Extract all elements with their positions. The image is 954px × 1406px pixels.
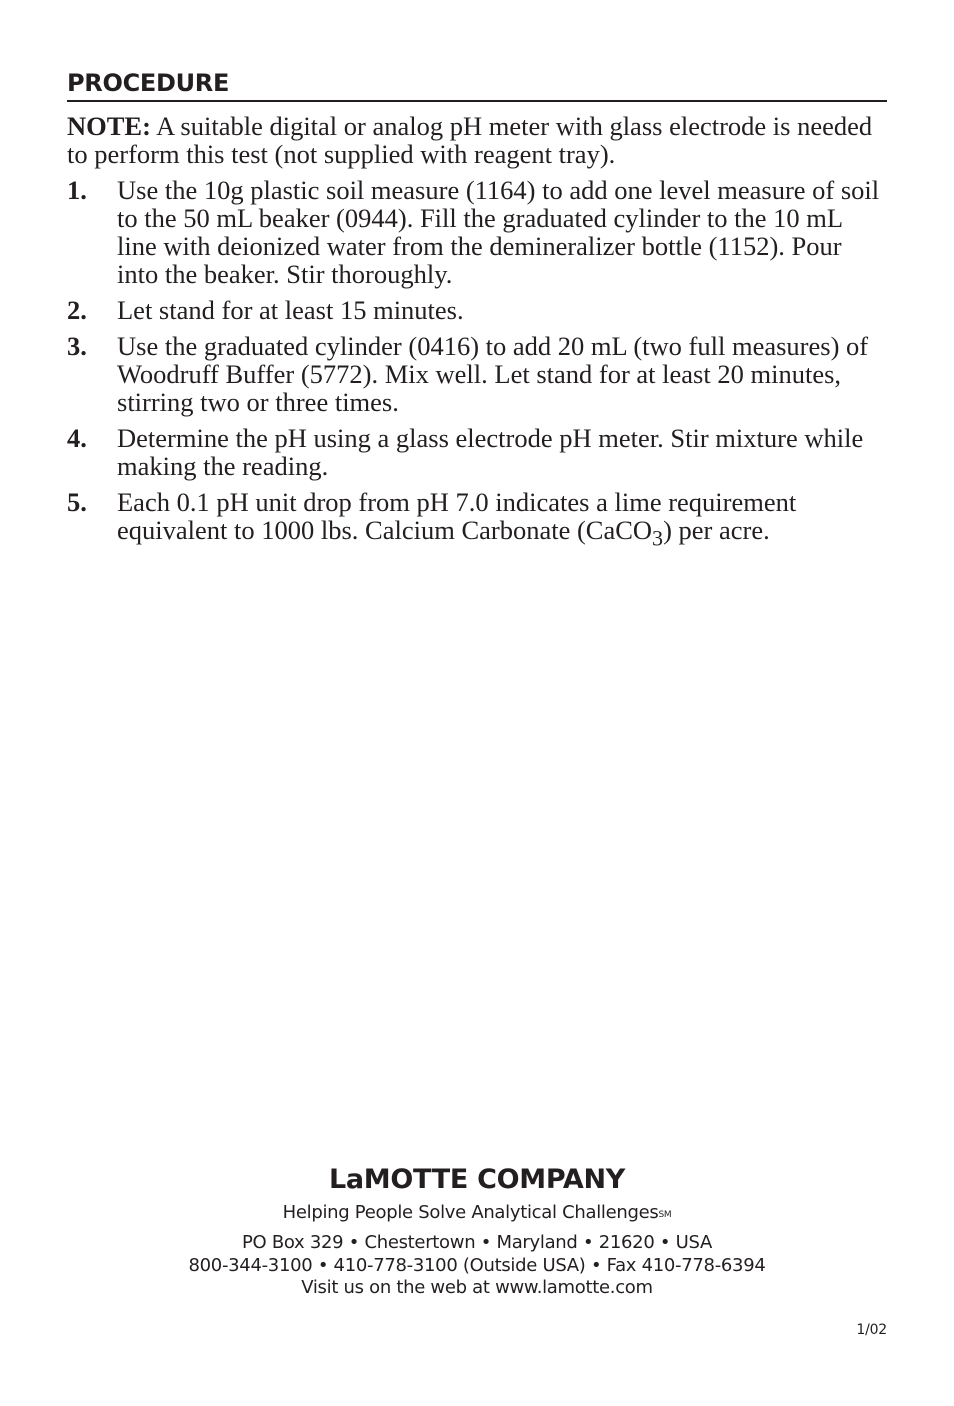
section-heading: PROCEDURE xyxy=(67,64,887,102)
company-tagline xyxy=(0,1198,954,1228)
note-paragraph xyxy=(67,112,887,168)
phone-numbers: 800-344-3100 • 410-778-3100 (Outside USA) • Fax 410-778-6394 xyxy=(188,1254,766,1276)
step-text: Let stand for at least 15 minutes. xyxy=(117,295,464,325)
step-number: 4. xyxy=(67,423,87,453)
procedure-step xyxy=(67,488,887,552)
step-number: 5. xyxy=(67,487,87,517)
procedure-step xyxy=(67,176,887,288)
procedure-steps xyxy=(67,176,887,560)
procedure-step xyxy=(67,332,887,416)
tagline-text: Helping People Solve Analytical Challenges xyxy=(282,1202,659,1223)
document-number: 1/02 xyxy=(856,1322,887,1338)
website-line: Visit us on the web at www.lamotte.com xyxy=(301,1277,653,1298)
company-address-block xyxy=(0,1232,954,1300)
step-text-end: ) per acre. xyxy=(663,515,770,545)
step-number: 3. xyxy=(67,331,87,361)
step-text: Determine the pH using a glass electrode pH meter. Stir mixture while making the reading. xyxy=(117,423,864,481)
note-text: A suitable digital or analog pH meter with glass electrode is needed to perform this test (not supplied with reagent tray). xyxy=(67,111,873,169)
service-mark: SM xyxy=(658,1210,672,1220)
company-name: LaMOTTE COMPANY xyxy=(328,1164,626,1195)
procedure-step xyxy=(67,296,887,324)
company-footer xyxy=(0,1162,954,1300)
note-label: NOTE: xyxy=(67,111,151,141)
step-number: 2. xyxy=(67,295,87,325)
procedure-step xyxy=(67,424,887,480)
chemical-subscript: 3 xyxy=(652,525,664,551)
step-text xyxy=(117,488,887,552)
step-number: 1. xyxy=(67,175,87,205)
step-text: Use the 10g plastic soil measure (1164) to add one level measure of soil to the 50 mL beaker (0944). Fill the graduated cylinder to the 10 mL line with deionized water from the demineralizer bottle (1152). Pour into the beaker. Stir thoroughly. xyxy=(117,175,880,289)
step-text: Use the graduated cylinder (0416) to add 20 mL (two full measures) of Woodruff Buffer (5772). Mix well. Let stand for at least 20 minutes, stirring two or three times. xyxy=(117,331,869,417)
postal-address: PO Box 329 • Chestertown • Maryland • 21620 • USA xyxy=(242,1232,712,1253)
step-text-start: Each 0.1 pH unit drop from pH 7.0 indicates a lime requirement equivalent to 1000 lbs. Calcium Carbonate (CaCO xyxy=(117,487,797,545)
